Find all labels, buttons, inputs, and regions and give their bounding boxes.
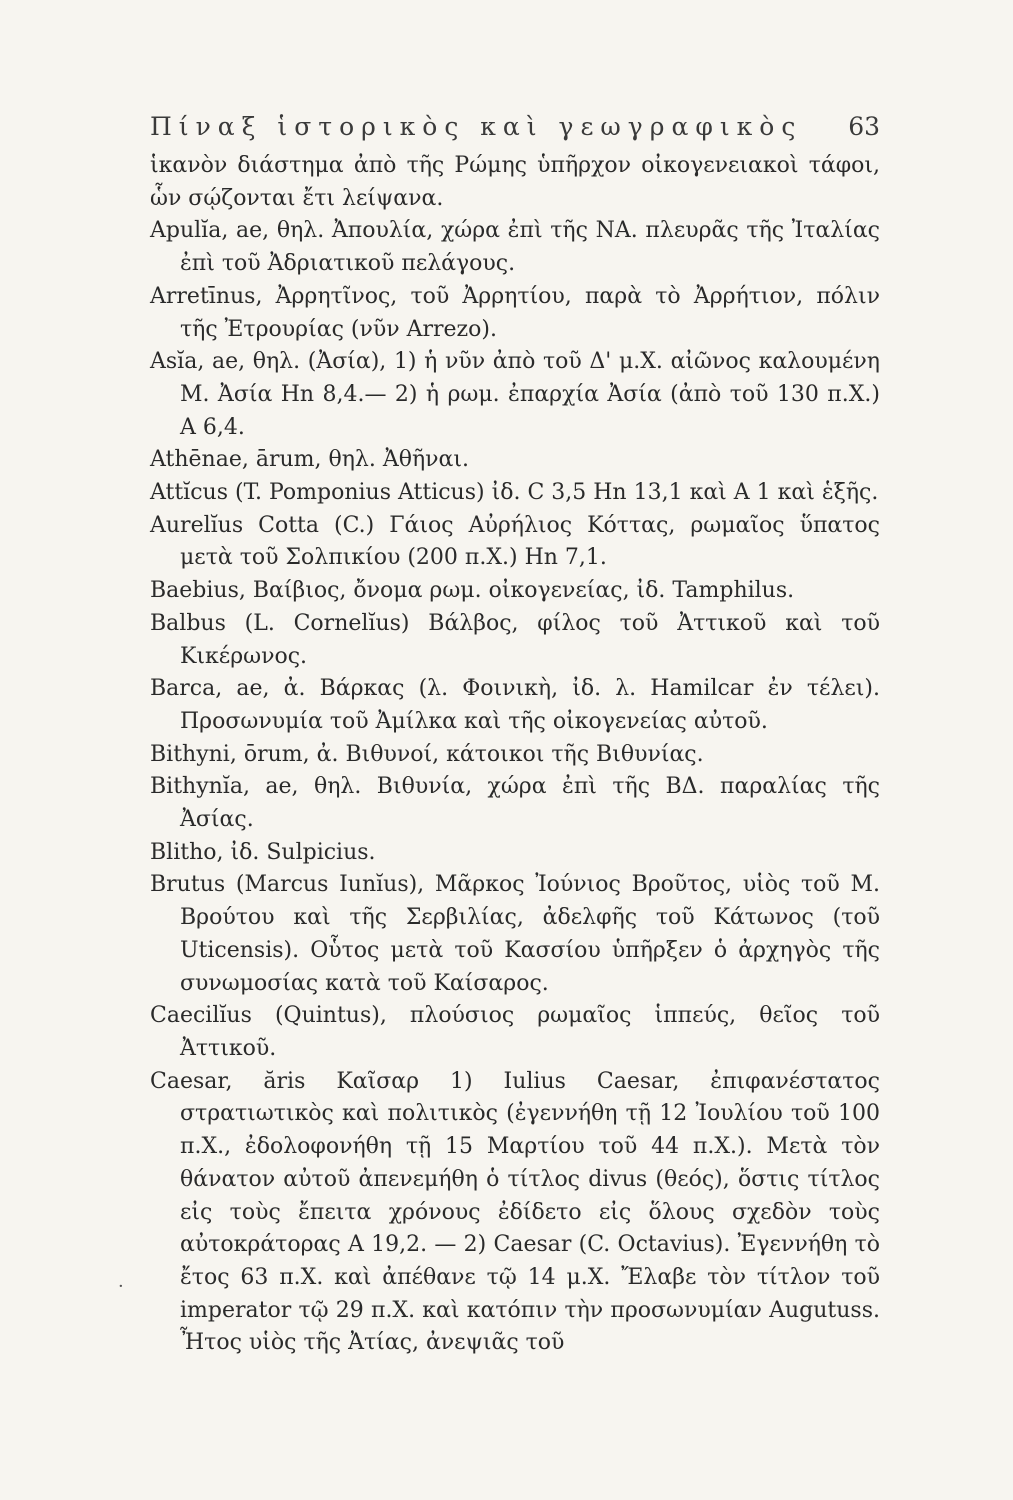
running-header — [150, 112, 880, 141]
page-number: 63 — [848, 112, 880, 141]
index-entries — [150, 150, 880, 1360]
index-entry: Caesar, ăris Καῖσαρ 1) Iulius Caesar, ἐπιφανέστατος στρατιωτικὸς καὶ πολιτικὸς (ἐγεννήθη τῇ 12 Ἰουλίου τοῦ 100 π.Χ., ἐδολοφονήθη τῇ 15 Μαρτίου τοῦ 44 π.Χ.). Μετὰ τὸν θάνατον αὐτοῦ ἀπενεμήθη ὁ τίτλος divus (θεός), ὅστις τίτλος εἰς τοὺς ἔπειτα χρόνους ἐδίδετο εἰς ὅλους σχεδὸν τοὺς αὐτοκράτορας A 19,2. — 2) Caesar (C. Octavius). Ἐγεννήθη τὸ ἔτος 63 π.Χ. καὶ ἀπέθανε τῷ 14 μ.Χ. Ἔλαβε τὸν τίτλον τοῦ imperator τῷ 29 π.Χ. καὶ κατόπιν τὴν προσωνυμίαν Augutuss. Ἦτος υἱὸς τῆς Ἀτίας, ἀνεψιᾶς τοῦ — [150, 1068, 880, 1356]
margin-marker: · — [118, 1276, 124, 1297]
index-entry: Barca, ae, ἀ. Βάρκας (λ. Φοινικὴ, ἰδ. λ. Hamilcar ἐν τέλει). Προσωνυμία τοῦ Ἀμίλκα καὶ τῆς οἰκογενείας αὐτοῦ. — [150, 676, 880, 734]
index-entry: Apulĭa, ae, θηλ. Ἀπουλία, χώρα ἐπὶ τῆς ΝΑ. πλευρᾶς τῆς Ἰταλίας ἐπὶ τοῦ Ἀδριατικοῦ πελάγους. — [150, 218, 880, 277]
index-entry: Baebius, Βαίβιος, ὄνομα ρωμ. οἰκογενείας, ἰδ. Tamphilus. — [150, 578, 795, 604]
index-entry: Bithyni, ōrum, ἀ. Βιθυνοί, κάτοικοι τῆς Βιθυνίας. — [150, 741, 704, 767]
index-entry: Athēnae, ārum, θηλ. Ἀθῆναι. — [150, 447, 469, 473]
index-entry: Blitho, ἰδ. Sulpicius. — [150, 839, 376, 865]
index-entry: Brutus (Marcus Iunĭus), Μᾶρκος Ἰούνιος Βροῦτος, υἱὸς τοῦ Μ. Βρούτου καὶ τῆς Σερβιλίας, ἀδελφῆς τοῦ Κάτωνος (τοῦ Uticensis). Οὗτος μετὰ τοῦ Κασσίου ὑπῆρξεν ὁ ἀρχηγὸς τῆς συνωμοσίας κατὰ τοῦ Καίσαρος. — [150, 872, 880, 996]
index-entry: Aurelĭus Cotta (C.) Γάιος Αὐρήλιος Κόττας, ρωμαῖος ὕπατος μετὰ τοῦ Σολπικίου (200 π.Χ.) Hn 7,1. — [150, 512, 880, 571]
index-entry: Arretīnus, Ἀρρητῖνος, τοῦ Ἀρρητίου, παρὰ τὸ Ἀρρήτιον, πόλιν τῆς Ἐτρουρίας (νῦν Arrezo). — [150, 283, 880, 342]
index-entry: ἱκανὸν διάστημα ἀπὸ τῆς Ρώμης ὑπῆρχον οἰκογενειακοὶ τάφοι, ὧν σῴζονται ἔτι λείψανα. — [150, 153, 880, 211]
index-entry: Asĭa, ae, θηλ. (Ἀσία), 1) ἡ νῦν ἀπὸ τοῦ Δ' μ.Χ. αἰῶνος καλουμένη Μ. Ἀσία Hn 8,4.— 2) ἡ ρωμ. ἐπαρχία Ἀσία (ἀπὸ τοῦ 130 π.Χ.) A 6,4. — [150, 349, 880, 440]
index-entry: Bithynĭa, ae, θηλ. Βιθυνία, χώρα ἐπὶ τῆς ΒΔ. παραλίας τῆς Ἀσίας. — [150, 774, 880, 833]
header-title: Πίναξ ἱστορικὸς καὶ γεωγραφικὸς — [150, 112, 803, 141]
index-entry: Attĭcus (T. Pomponius Atticus) ἰδ. C 3,5 Hn 13,1 καὶ A 1 καὶ ἑξῆς. — [150, 480, 879, 506]
index-entry: Balbus (L. Cornelĭus) Βάλβος, φίλος τοῦ Ἀττικοῦ καὶ τοῦ Κικέρωνος. — [150, 610, 880, 669]
index-entry: Caecilĭus (Quintus), πλούσιος ρωμαῖος ἱππεύς, θεῖος τοῦ Ἀττικοῦ. — [150, 1003, 880, 1061]
